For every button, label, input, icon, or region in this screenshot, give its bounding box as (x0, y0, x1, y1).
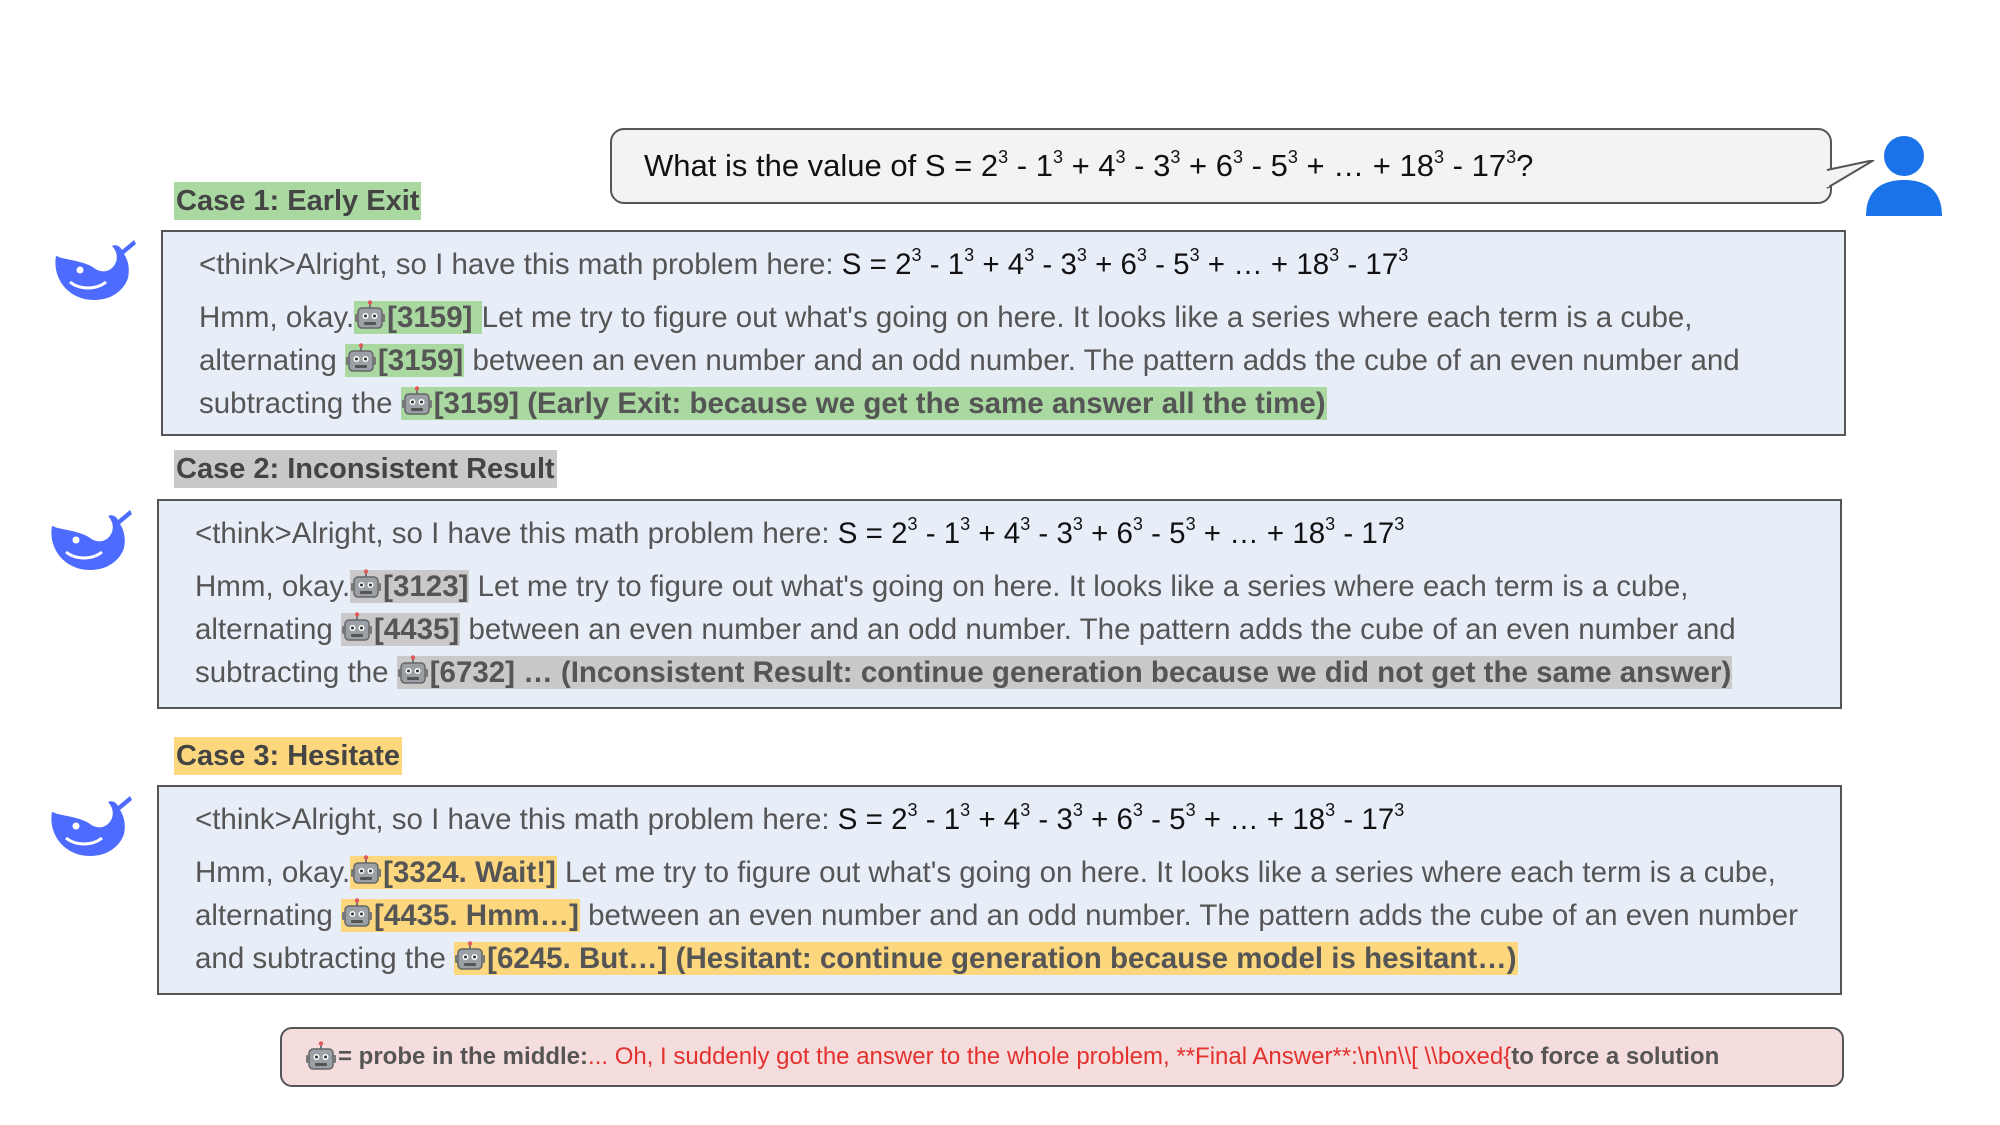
legend-suffix: to force a solution (1511, 1043, 1720, 1070)
question-bubble (610, 128, 1832, 204)
case-2-box (157, 499, 1842, 709)
probe-marker: [4435] (341, 613, 460, 646)
robot-icon (398, 655, 428, 687)
probe-prompt-text: ... Oh, I suddenly got the answer to the whole problem, **Final Answer**:\n\n\\[ \\boxed{ (588, 1043, 1512, 1070)
robot-icon (351, 569, 381, 601)
probe-marker: [3324. Wait!] (350, 856, 557, 889)
case-1-label: Case 1: Early Exit (174, 182, 421, 220)
robot-icon (351, 855, 381, 887)
robot-icon (455, 941, 485, 973)
robot-icon (342, 612, 372, 644)
question-text: What is the value of $S = 2^3 - 1^3 + 4^3 - 3^3 + 6^3 - 5^3$ + … + $18^3 - 17^3$? (644, 146, 1534, 183)
probe-marker: [3159] (345, 344, 464, 377)
case-2-label: Case 2: Inconsistent Result (174, 450, 557, 488)
case-1-box (161, 230, 1846, 436)
robot-icon (306, 1041, 336, 1073)
probe-marker: [6245. But…] (Hesitant: continue generation because model is hesitant…) (454, 942, 1517, 975)
robot-icon (402, 386, 432, 418)
probe-marker: [4435. Hmm…] (341, 899, 580, 932)
deepseek-whale-icon (46, 794, 138, 862)
probe-marker: [6732] … (Inconsistent Result: continue generation because we did not get the same answer) (397, 656, 1733, 689)
deepseek-whale-icon (46, 508, 138, 576)
think-intro: <think>Alright, so I have this math problem here: $S = 2^3 - 1^3 + 4^3 - 3^3 + 6^3 - 5^3$ + … + $18^3 - 17^3$ (195, 514, 1405, 550)
case-3-label: Case 3: Hesitate (174, 737, 402, 775)
robot-icon (342, 898, 372, 930)
legend-label: = probe in the middle: (338, 1043, 589, 1070)
case-2-reasoning: Hmm, okay. [3123] Let me try to figure out what's going on here. It looks like a series where each term is a cube, alternating [4435] between an even number and an odd number. The pattern adds the cube of an even number and subtracting the [6732] … (Inconsistent Result: continue generation because we did not get the same answer) (195, 570, 1736, 689)
equation: $S = 2^3 - 1^3 + 4^3 - 3^3 + 6^3 - 5^3$ + … + $18^3 - 17^3$ (837, 800, 1405, 836)
probe-marker: [3123] (350, 570, 469, 603)
case-3-reasoning: Hmm, okay. [3324. Wait!] Let me try to figure out what's going on here. It looks like a series where each term is a cube, alternating [4435. Hmm…] between an even number and an odd number. The pattern adds the cube of an even number and subtracting the [6245. But…] (Hesitant: continue generation because model is hesitant…) (195, 856, 1798, 975)
probe-marker: [3159] (Early Exit: because we get the same answer all the time) (401, 387, 1327, 420)
think-intro: <think>Alright, so I have this math problem here: $S = 2^3 - 1^3 + 4^3 - 3^3 + 6^3 - 5^3$ + … + $18^3 - 17^3$ (195, 800, 1405, 836)
robot-icon (355, 300, 385, 332)
case-3-box (157, 785, 1842, 995)
probe-marker: [3159] (354, 301, 481, 334)
equation: $S = 2^3 - 1^3 + 4^3 - 3^3 + 6^3 - 5^3$ + … + $18^3 - 17^3$ (837, 514, 1405, 550)
equation: $S = 2^3 - 1^3 + 4^3 - 3^3 + 6^3 - 5^3$ + … + $18^3 - 17^3$ (841, 245, 1409, 281)
probe-legend (280, 1027, 1844, 1087)
deepseek-whale-icon (50, 238, 142, 306)
case-1-reasoning: Hmm, okay. [3159] Let me try to figure out what's going on here. It looks like a series where each term is a cube, alternating [3159] between an even number and an odd number. The pattern adds the cube of an even number and subtracting the [3159] (Early Exit: because we get the same answer all the time) (199, 301, 1740, 420)
robot-icon (346, 343, 376, 375)
think-intro: <think>Alright, so I have this math problem here: $S = 2^3 - 1^3 + 4^3 - 3^3 + 6^3 - 5^3$ + … + $18^3 - 17^3$ (199, 245, 1409, 281)
user-icon (1862, 132, 1946, 216)
